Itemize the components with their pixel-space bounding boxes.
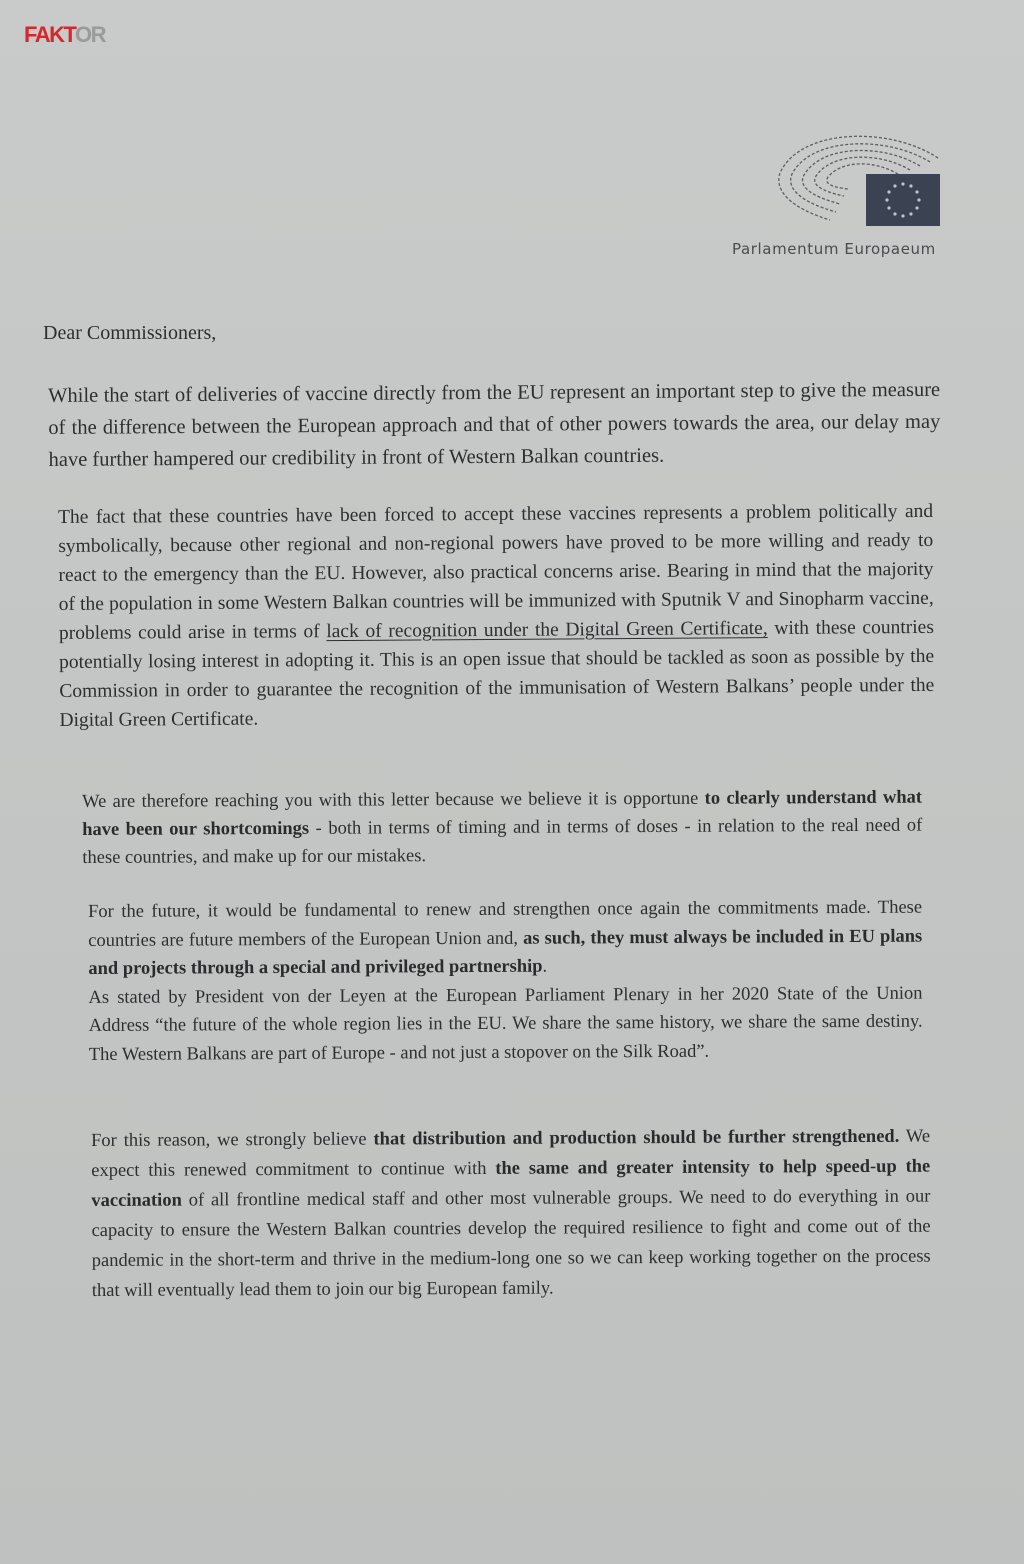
- letter-paragraph-4: [88, 894, 923, 1069]
- paragraph-text: For the future, it would be fundamental to renew and strengthen once again the commitments made. These countries are future members of the European Union and,: [88, 897, 923, 951]
- institution-name: Parlamentum Europaeum: [732, 240, 936, 258]
- emphasized-text: the same and greater intensity to help speed-up the vaccination: [91, 1156, 931, 1211]
- letter-salutation: Dear Commissioners,: [43, 322, 217, 344]
- letter-paragraph-1: [48, 374, 941, 476]
- paragraph-text: We expect this renewed commitment to continue with: [91, 1126, 931, 1181]
- paragraph-text: with these countries potentially losing interest in adopting it. This is an open issue that should be tackled as soon as possible by the Commission in order to guarantee the recognition of the immunisation of Western Balkans’ people under the Digital Green Certificate.: [59, 616, 935, 731]
- paragraph-text: of all frontline medical staff and other most vulnerable groups. We need to do everything in our capacity to ensure the Western Balkan countries develop the required resilience to fight and come out of the pandemic in the short-term and thrive in the medium-long one so we can keep working together on the process that will eventually lead them to join our big European family.: [91, 1186, 931, 1301]
- paragraph-text: For this reason, we strongly believe: [91, 1129, 374, 1151]
- paragraph-text: - both in terms of timing and in terms of doses - in relation to the real need of these countries, and make up for our mistakes.: [82, 815, 923, 868]
- underlined-text: lack of recognition under the Digital Green Certificate,: [326, 618, 768, 643]
- paragraph-text: While the start of deliveries of vaccine directly from the EU represent an important step to give the measure of the difference between the European approach and that of other powers towards the area, our delay may have further hampered our credibility in front of Western Balkan countries.: [48, 378, 941, 471]
- letter-paragraph-2: [58, 497, 935, 735]
- paragraph-text: The fact that these countries have been forced to accept these vaccines represents a problem politically and symbolically, because other regional and non-regional powers have proved to be more willing and ready to react to the emergency than the EU. However, also practical concerns arise. Bearing in mind that the majority of the population in some Western Balkan countries will be immunized with Sputnik V and Sinopharm vaccine, problems could arise in terms of: [58, 500, 934, 644]
- paragraph-text: .: [542, 956, 548, 977]
- emphasized-text: to clearly understand what have been our shortcomings: [82, 787, 923, 840]
- letter-paragraph-5: [91, 1122, 931, 1306]
- watermark-red-text: FAKT: [24, 22, 76, 47]
- emphasized-text: as such, they must always be included in EU plans and projects through a special and privileged partnership: [88, 926, 923, 979]
- emphasized-text: that distribution and production should be further strengthened.: [373, 1126, 900, 1150]
- paragraph-text: We are therefore reaching you with this letter because we believe it is opportune: [82, 788, 705, 812]
- european-parliament-emblem: [770, 128, 950, 238]
- watermark-gray-text: OR: [75, 22, 106, 47]
- faktor-watermark-logo: [24, 22, 105, 48]
- letter-paragraph-3: [82, 784, 922, 872]
- eu-flag-icon: [866, 174, 940, 226]
- paragraph-text: As stated by President von der Leyen at the European Parliament Plenary in her 2020 State of the Union Address “the future of the whole region lies in the EU. We share the same history, we share the same destiny. The Western Balkans are part of Europe - and not just a stopover on the Silk Road”.: [88, 983, 923, 1065]
